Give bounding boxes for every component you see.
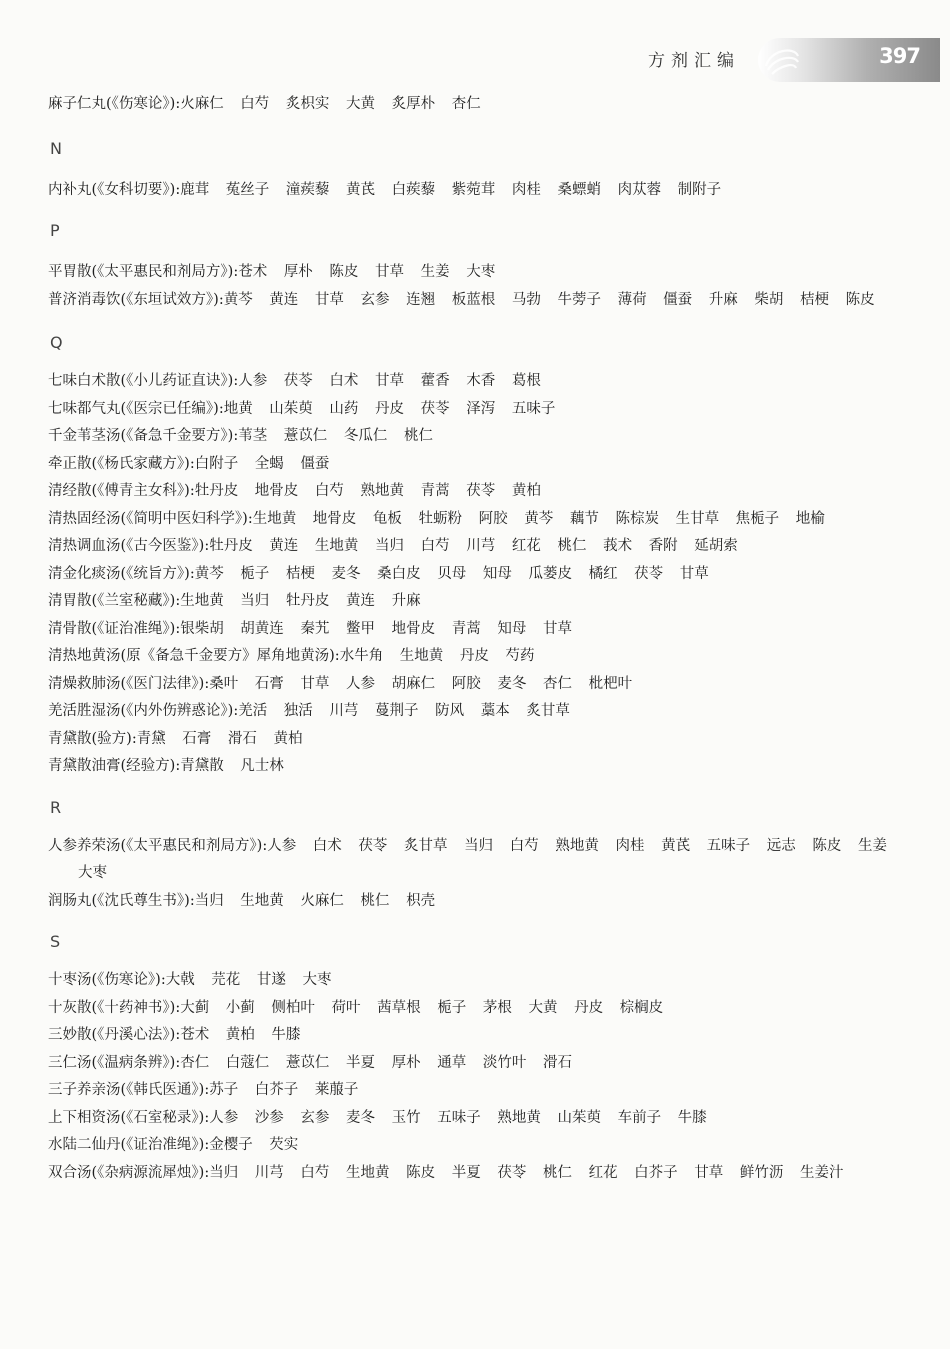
formula-entry: 清热固经汤(《简明中医妇科学》):生地黄 地骨皮 龟板 牡蛎粉 阿胶 黄芩 藕节 陈棕炭 生甘草 焦栀子 地榆 [48, 510, 825, 527]
formula-entry: 三仁汤(《温病条辨》):杏仁 白蔻仁 薏苡仁 半夏 厚朴 通草 淡竹叶 滑石 [48, 1054, 572, 1071]
section-n [48, 135, 888, 217]
formula-entry: 清热调血汤(《古今医鉴》):牡丹皮 黄连 生地黄 当归 白芍 川芎 红花 桃仁 莪术 香附 延胡索 [48, 538, 738, 554]
formula-entry: 人参养荣汤(《太平惠民和剂局方》):人参 白术 茯苓 炙甘草 当归 白芍 熟地黄 肉桂 黄芪 五味子 远志 陈皮 生姜 大枣 [48, 837, 888, 881]
section-p [48, 217, 888, 314]
formula-entry: 千金苇茎汤(《备急千金要方》):苇茎 薏苡仁 冬瓜仁 桃仁 [48, 428, 434, 444]
formula-entry: 平胃散(《太平惠民和剂局方》):苍术 厚朴 陈皮 甘草 生姜 大枣 [48, 264, 496, 280]
formula-entry: 羌活胜湿汤(《内外伤辨惑论》):羌活 独活 川芎 蔓荆子 防风 藁本 炙甘草 [48, 703, 570, 719]
section-letter-r: R [50, 797, 62, 817]
formula-entry: 内补丸(《女科切要》):鹿茸 菟丝子 潼蒺藜 黄芪 白蒺藜 紫菀茸 肉桂 桑螵蛸 肉苁蓉 制附子 [48, 182, 722, 198]
formula-entry: 水陆二仙丹(《证治准绳》):金樱子 芡实 [48, 1137, 299, 1153]
section-letter-q: Q [50, 333, 63, 352]
running-title: 方剂汇编 [648, 51, 740, 71]
formula-entry: 清燥救肺汤(《医门法律》):桑叶 石膏 甘草 人参 胡麻仁 阿胶 麦冬 杏仁 枇杷叶 [48, 675, 633, 692]
formula-entry: 七味都气丸(《医宗已任编》):地黄 山茱萸 山药 丹皮 茯苓 泽泻 五味子 [48, 400, 556, 417]
formula-entry: 清骨散(《证治准绳》):银柴胡 胡黄连 秦艽 鳖甲 地骨皮 青蒿 知母 甘草 [48, 620, 572, 637]
formula-index [48, 86, 888, 1187]
formula-entry: 上下相资汤(《石室秘录》):人参 沙参 玄参 麦冬 玉竹 五味子 熟地黄 山茱萸 车前子 牛膝 [48, 1109, 707, 1126]
formula-entry: 双合汤(《杂病源流犀烛》):当归 川芎 白芍 生地黄 陈皮 半夏 茯苓 桃仁 红花 白芥子 甘草 鲜竹沥 生姜汁 [48, 1164, 844, 1181]
formula-entry: 三子养亲汤(《韩氏医通》):苏子 白芥子 莱菔子 [48, 1082, 359, 1098]
formula-entry: 青黛散油膏(经验方):青黛散 凡士林 [48, 758, 284, 774]
section-q [48, 328, 888, 781]
section-letter-p: P [50, 221, 60, 240]
section-letter-s: S [50, 932, 61, 951]
page-number: 397 [879, 44, 920, 68]
formula-entry: 三妙散(《丹溪心法》):苍术 黄柏 牛膝 [48, 1027, 301, 1043]
formula-entry: 润肠丸(《沈氏尊生书》):当归 生地黄 火麻仁 桃仁 枳壳 [48, 892, 436, 909]
formula-entry: 七味白术散(《小儿药证直诀》):人参 茯苓 白术 甘草 藿香 木香 葛根 [48, 373, 541, 389]
formula-entry: 清金化痰汤(《统旨方》):黄芩 栀子 桔梗 麦冬 桑白皮 贝母 知母 瓜蒌皮 橘红 茯苓 甘草 [48, 565, 709, 582]
formula-entry: 清热地黄汤(原《备急千金要方》犀角地黄汤):水牛角 生地黄 丹皮 芍药 [48, 648, 535, 664]
formula-entry: 十灰散(《十药神书》):大蓟 小蓟 侧柏叶 荷叶 茜草根 栀子 茅根 大黄 丹皮 棕榈皮 [48, 999, 664, 1016]
formula-entry: 十枣汤(《伤寒论》):大戟 芫花 甘遂 大枣 [48, 972, 332, 988]
formula-entry: 清经散(《傅青主女科》):牡丹皮 地骨皮 白芍 熟地黄 青蒿 茯苓 黄柏 [48, 483, 541, 499]
section-s [48, 927, 888, 1187]
formula-entry: 普济消毒饮(《东垣试效方》):黄芩 黄连 甘草 玄参 连翘 板蓝根 马勃 牛蒡子 薄荷 僵蚕 升麻 柴胡 桔梗 陈皮 [48, 291, 875, 308]
formula-entry: 青黛散(验方):青黛 石膏 滑石 黄柏 [48, 730, 303, 747]
formula-entry: 麻子仁丸(《伤寒论》):火麻仁 白芍 炙枳实 大黄 炙厚朴 杏仁 [48, 96, 481, 112]
page-header [640, 38, 940, 82]
swirl-logo-icon [760, 40, 804, 80]
formula-entry: 清胃散(《兰室秘藏》):生地黄 当归 牡丹皮 黄连 升麻 [48, 593, 421, 609]
section-letter-n: N [50, 139, 62, 158]
section-r [48, 793, 888, 916]
formula-entry: 牵正散(《杨氏家藏方》):白附子 全蝎 僵蚕 [48, 455, 330, 472]
section-m [48, 86, 888, 135]
